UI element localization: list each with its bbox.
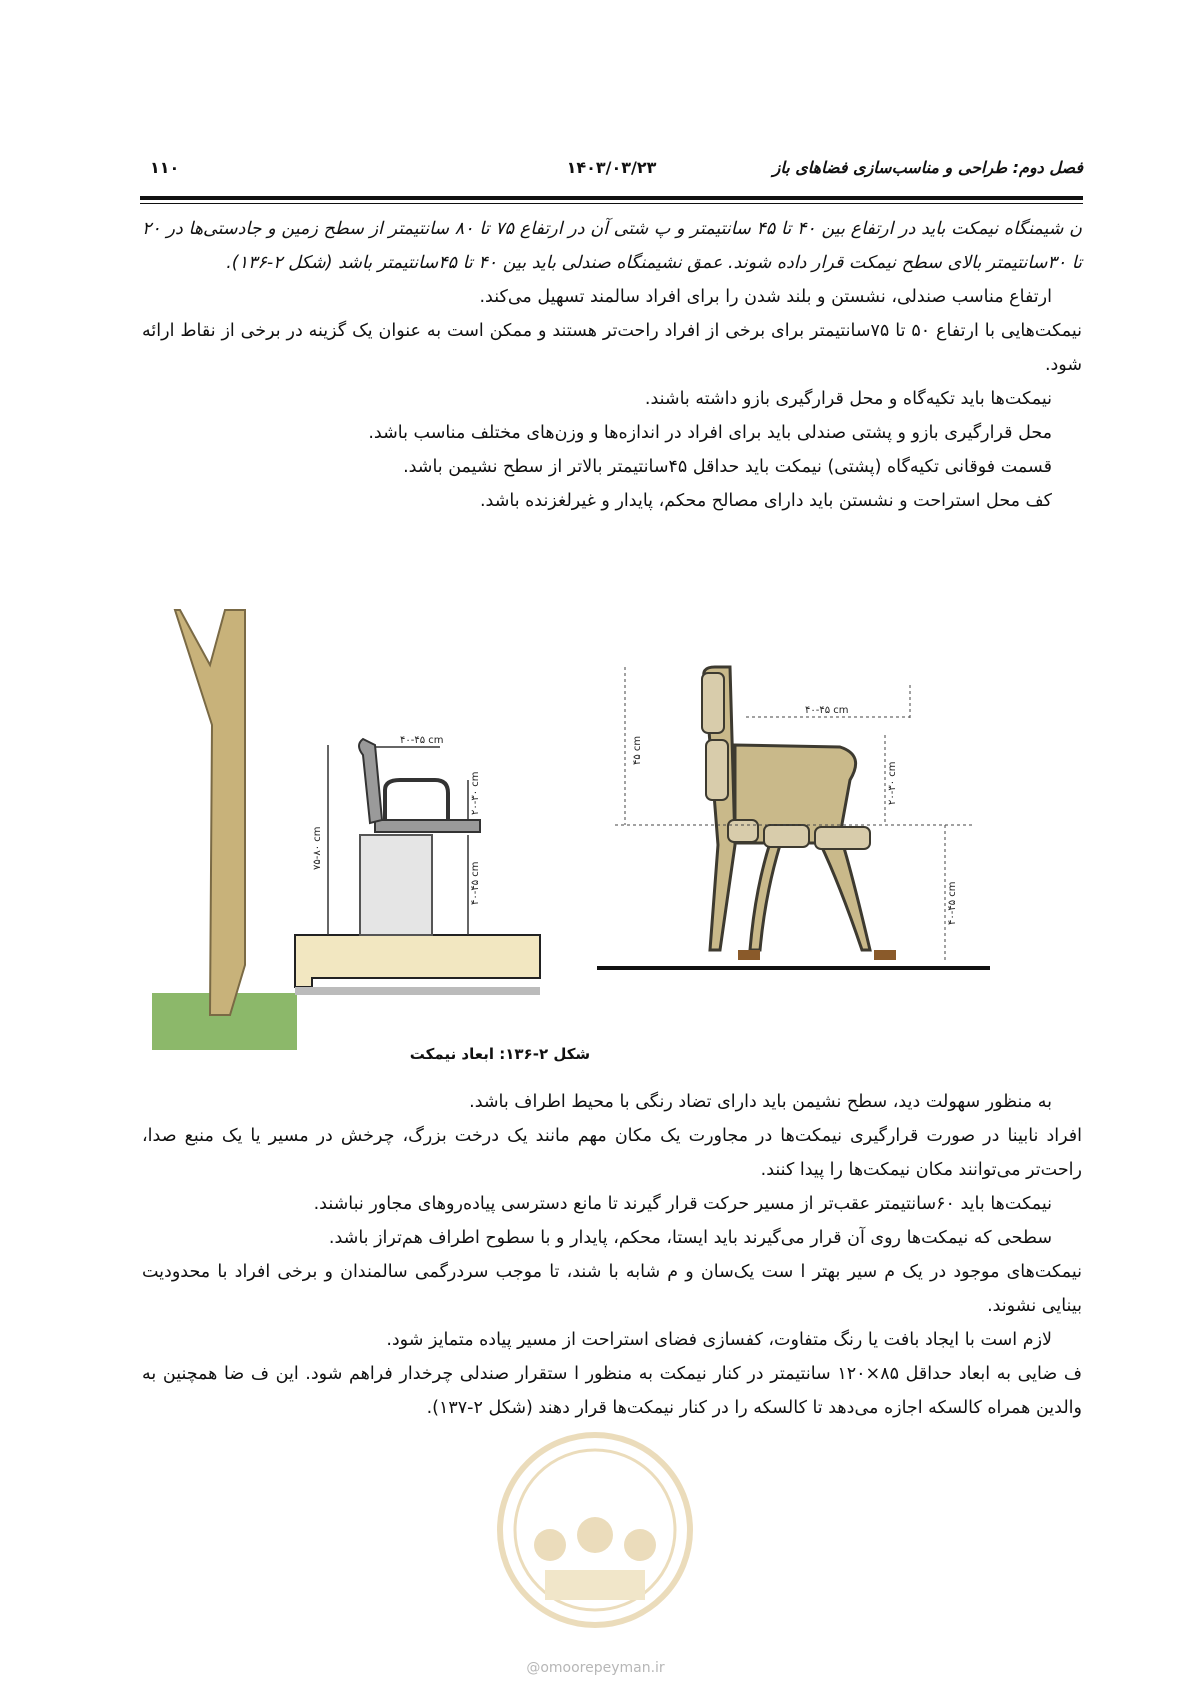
paragraph: لازم است با ایجاد بافت یا رنگ متفاوت، کفسازی فضای استراحت از مسیر پیاده متمایز شود. — [386, 1330, 1052, 1350]
ground-layer — [295, 987, 540, 995]
paragraph: نیمکت‌ها باید ۶۰سانتیمتر عقب‌تر از مسیر حرکت قرار گیرند تا مانع دسترسی پیاده‌روهای مجاور نباشند. — [313, 1194, 1052, 1214]
label-right-back-height: ۴۵ cm — [632, 735, 643, 765]
watermark-site: @omoorepeyman.ir — [526, 1660, 665, 1676]
label-left-arm-height: ۲۰-۳۰ cm — [470, 771, 481, 815]
paragraph: به منظور سهولت دید، سطح نشیمن باید دارای تضاد رنگی با محیط اطراف باشد. — [469, 1092, 1052, 1112]
paragraph: ارتفاع مناسب صندلی، نشستن و بلند شدن را برای افراد سالمند تسهیل می‌کند. — [479, 287, 1052, 307]
header-rule-thin — [140, 203, 1083, 204]
tree-trunk — [175, 610, 245, 1015]
chapter-title: فصل دوم: طراحی و مناسب‌سازی فضاهای باز — [772, 158, 1083, 177]
bench-seat — [375, 820, 480, 832]
paragraph-seat-dimensions: ن شیمنگاه نیمکت باید در ارتفاع بین ۴۰ تا ۴۵ سانتیمتر و پ شتی آن در ارتفاع ۷۵ تا ۸۰ سانتیمتر از سطح زمین و جادستی‌ها در ۲۰ تا ۳۰سانتیمتر بالای سطح نیمکت قرار داده شوند. عمق نشیمنگاه صندلی باید بین ۴۰ تا ۴۵سانتیمتر باشد (شکل ۲-۱۳۶). — [142, 219, 1083, 273]
paragraph: نیمکت‌هایی با ارتفاع ۵۰ تا ۷۵سانتیمتر برای برخی از افراد راحت‌تر هستند و ممکن است به عنوان یک گزینه در برخی از نقاط ارائه شود. — [142, 321, 1082, 375]
page-number: ۱۱۰ — [150, 158, 180, 177]
bench-backrest — [359, 739, 382, 823]
bench-pedestal — [360, 835, 432, 935]
bench-dimensions-figure — [150, 605, 1070, 1050]
bench-foot — [874, 950, 896, 960]
body-text-bottom — [142, 1085, 1082, 1425]
watermark-logo — [495, 1430, 695, 1630]
paragraph: قسمت فوقانی تکیه‌گاه (پشتی) نیمکت باید حداقل ۴۵سانتیمتر بالاتر از سطح نشیمن باشد. — [403, 457, 1052, 477]
paragraph: ف ضایی به ابعاد حداقل ۸۵×۱۲۰ سانتیمتر در کنار نیمکت به منظور ا ستقرار صندلی چرخدار فراهم شود. این ف ضا همچنین به والدین همراه کالسکه اجازه می‌دهد تا کالسکه را در کنار نیمکت‌ها قرار دهند (شکل ۲-۱۳۷). — [142, 1364, 1083, 1418]
page-header — [140, 158, 1083, 190]
bench-armrest — [385, 780, 448, 820]
paragraph: نیمکت‌ها باید تکیه‌گاه و محل قرارگیری بازو داشته باشند. — [644, 389, 1052, 409]
bench-foot — [738, 950, 760, 960]
header-date: ۱۴۰۳/۰۳/۲۳ — [566, 158, 657, 177]
label-right-seat-height: ۴۰-۴۵ cm — [947, 881, 958, 925]
header-rule-thick — [140, 196, 1083, 200]
paragraph: نیمکت‌های موجود در یک م سیر بهتر ا ست یک‌سان و م شابه با شند، تا موجب سردرگمی سالمندان و برخی افراد با محدودیت بینایی نشوند. — [142, 1262, 1082, 1316]
body-text-top — [142, 212, 1082, 518]
label-right-arm-height: ۲۰-۳۰ cm — [887, 761, 898, 805]
figure-caption: شکل ۲-۱۳۶: ابعاد نیمکت — [409, 1045, 591, 1063]
platform — [295, 935, 540, 987]
paragraph: محل قرارگیری بازو و پشتی صندلی باید برای افراد در اندازه‌ها و وزن‌های مختلف مناسب باشد. — [368, 423, 1052, 443]
paragraph: سطحی که نیمکت‌ها روی آن قرار می‌گیرند باید ایستا، محکم، پایدار و با سطوح اطراف هم‌تراز باشد. — [328, 1228, 1052, 1248]
label-left-depth: ۴۰-۴۵ cm — [400, 735, 444, 746]
paragraph: کف محل استراحت و نشستن باید دارای مصالح محکم، پایدار و غیرلغزنده باشد. — [479, 491, 1052, 511]
paragraph: افراد نابینا در صورت قرارگیری نیمکت‌ها در مجاورت یک مکان مهم مانند یک درخت بزرگ، چرخش در مسیر یا یک منبع صدا، راحت‌تر می‌توانند مکان نیمکت‌ها را پیدا کنند. — [142, 1126, 1082, 1180]
label-left-seat-height: ۴۰-۴۵ cm — [470, 861, 481, 905]
label-right-depth: ۴۰-۴۵ cm — [805, 705, 849, 716]
label-left-back-height: ۷۵-۸۰ cm — [312, 826, 323, 870]
